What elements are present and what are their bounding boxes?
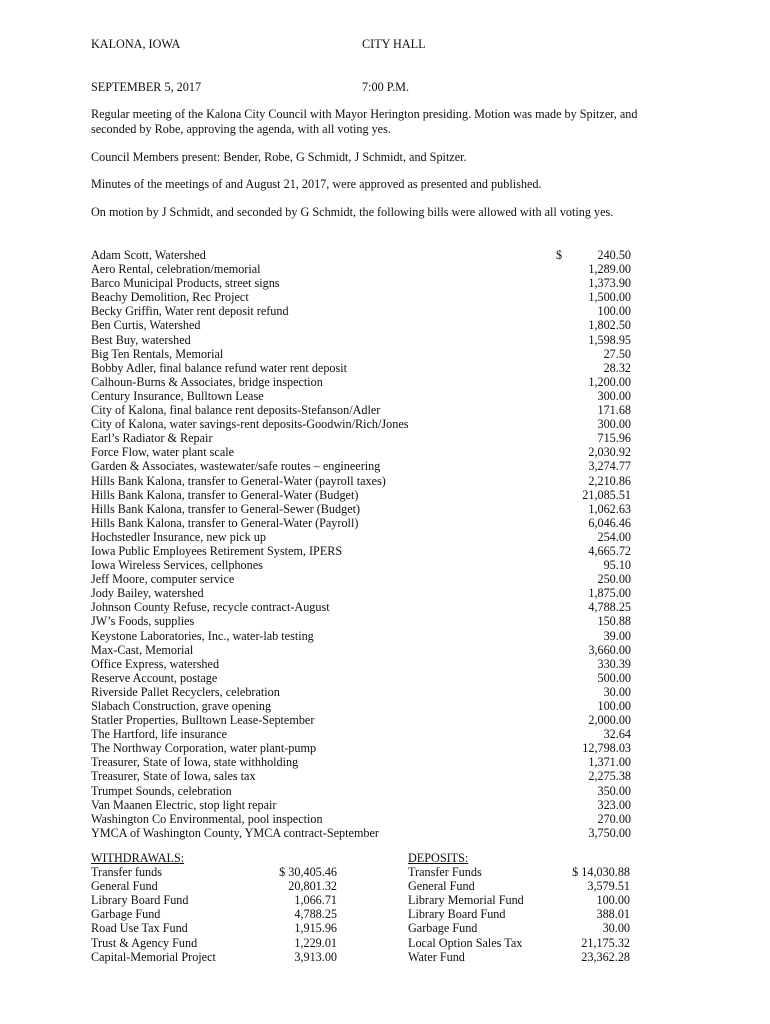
bill-row (91, 276, 636, 290)
bill-amount: 100.00 (597, 304, 631, 319)
deposits-row (408, 936, 630, 950)
bill-amount: 350.00 (597, 783, 631, 798)
bill-payee: The Hartford, life insurance (91, 727, 228, 742)
bill-row (91, 614, 636, 628)
deposits-row (408, 879, 630, 893)
bill-row (91, 474, 636, 488)
bill-row (91, 290, 636, 304)
withdrawals-fund: Library Board Fund (91, 893, 189, 908)
bill-payee: Iowa Wireless Services, cellphones (91, 558, 263, 573)
bill-amount: 300.00 (597, 417, 631, 432)
bill-amount: 1,598.95 (588, 332, 631, 347)
bill-row (91, 558, 636, 572)
bill-amount: 1,289.00 (588, 262, 631, 277)
deposits-fund: Garbage Fund (408, 921, 478, 936)
bill-amount: 330.39 (597, 656, 631, 671)
bill-amount: 100.00 (597, 699, 631, 713)
bill-amount: 39.00 (603, 628, 631, 643)
deposits-row (408, 921, 630, 935)
bill-row (91, 431, 636, 445)
bill-payee: Hills Bank Kalona, transfer to General-Water (Payroll) (91, 515, 359, 530)
bill-row (91, 586, 636, 600)
bill-amount: 254.00 (597, 529, 631, 544)
bill-amount: 240.50 (597, 248, 631, 262)
bill-amount: 6,046.46 (588, 515, 631, 530)
deposits-amount: $ 14,030.88 (572, 865, 630, 880)
bill-row (91, 600, 636, 614)
bill-payee: Van Maanen Electric, stop light repair (91, 797, 277, 812)
deposits-row (408, 907, 630, 921)
deposits-amount: 388.01 (596, 907, 630, 922)
withdrawals-row (91, 893, 337, 907)
withdrawals-row (91, 907, 337, 921)
bill-amount: 12,798.03 (582, 741, 631, 756)
bill-payee: Calhoun-Burns & Associates, bridge inspection (91, 374, 323, 389)
bill-row (91, 544, 636, 558)
deposits-amount: 21,175.32 (581, 935, 630, 950)
minutes-paragraph: Minutes of the meetings of and August 21, 2017, were approved as presented and published. (91, 177, 542, 191)
bill-row (91, 671, 636, 685)
bill-amount: 250.00 (597, 572, 631, 587)
withdrawals-amount: $ 30,405.46 (279, 865, 337, 880)
bill-amount: 150.88 (597, 614, 631, 629)
bill-amount: 30.00 (603, 684, 631, 699)
bill-payee: Max-Cast, Memorial (91, 642, 194, 657)
withdrawals-row (91, 865, 337, 879)
bill-payee: City of Kalona, water savings-rent deposits-Goodwin/Rich/Jones (91, 417, 409, 432)
agenda-paragraph: Regular meeting of the Kalona City Council with Mayor Herington presiding. Motion was made by Spitzer, and seconded by Robe, approving the agenda, with all voting yes. (91, 107, 638, 136)
bill-payee: Earl’s Radiator & Repair (91, 431, 213, 446)
bill-row (91, 629, 636, 643)
bill-row (91, 488, 636, 502)
withdrawals-amount: 20,801.32 (288, 879, 337, 894)
withdrawals-row (91, 879, 337, 893)
bill-row (91, 657, 636, 671)
bill-amount: 715.96 (597, 431, 631, 446)
bill-payee: Hochstedler Insurance, new pick up (91, 529, 266, 544)
bill-payee: Hills Bank Kalona, transfer to General-Water (Budget) (91, 487, 359, 502)
deposits-amount: 23,362.28 (581, 949, 630, 964)
bill-payee: Keystone Laboratories, Inc., water-lab testing (91, 628, 314, 643)
bill-payee: Reserve Account, postage (91, 670, 218, 685)
bill-payee: Becky Griffin, Water rent deposit refund (91, 304, 289, 319)
withdrawals-fund: General Fund (91, 879, 158, 894)
bill-payee: Trumpet Sounds, celebration (91, 783, 232, 798)
bill-payee: Jeff Moore, computer service (91, 572, 235, 587)
bill-row (91, 713, 636, 727)
bill-amount: 323.00 (597, 797, 631, 812)
bill-amount: 1,200.00 (588, 374, 631, 389)
bill-payee: Office Express, watershed (91, 656, 220, 671)
bill-amount: 2,030.92 (588, 445, 631, 460)
bill-payee: Treasurer, State of Iowa, sales tax (91, 769, 256, 784)
deposits-row (408, 893, 630, 907)
bill-payee: Ben Curtis, Watershed (91, 318, 201, 333)
bill-row (91, 798, 636, 812)
bill-payee: Hills Bank Kalona, transfer to General-Sewer (Budget) (91, 501, 361, 516)
bill-row (91, 643, 636, 657)
bill-payee: Johnson County Refuse, recycle contract-August (91, 600, 330, 615)
bill-amount: 21,085.51 (582, 487, 631, 502)
bill-payee: Barco Municipal Products, street signs (91, 276, 280, 291)
currency-symbol: $ (556, 248, 563, 262)
bill-row (91, 812, 636, 826)
bill-amount: 2,210.86 (588, 473, 631, 488)
header-line-2 (91, 80, 410, 95)
members-paragraph: Council Members present: Bender, Robe, G Schmidt, J Schmidt, and Spitzer. (91, 150, 467, 164)
withdrawals-fund: Road Use Tax Fund (91, 921, 188, 936)
deposits-amount: 3,579.51 (587, 879, 630, 894)
bill-row (91, 248, 636, 262)
bill-row (91, 502, 636, 516)
bill-row (91, 403, 636, 417)
bill-payee: Jody Bailey, watershed (91, 586, 204, 601)
deposits-row (408, 865, 630, 879)
bill-row (91, 304, 636, 318)
bill-row (91, 769, 636, 783)
meeting-date: SEPTEMBER 5, 2017 (91, 80, 202, 94)
bill-amount: 2,000.00 (588, 713, 631, 728)
bill-amount: 500.00 (597, 670, 631, 685)
bill-payee: City of Kalona, final balance rent deposits-Stefanson/Adler (91, 403, 381, 418)
meeting-time: 7:00 P.M. (362, 80, 410, 94)
bill-payee: YMCA of Washington County, YMCA contract-September (91, 825, 379, 840)
bill-amount: 27.50 (603, 346, 631, 361)
bill-amount: 3,660.00 (588, 642, 631, 657)
bill-payee: JW’s Foods, supplies (91, 614, 195, 629)
deposits-fund: Local Option Sales Tax (408, 935, 523, 950)
withdrawals-section (91, 851, 337, 964)
bill-payee: Aero Rental, celebration/memorial (91, 262, 261, 277)
bill-amount: 28.32 (603, 360, 631, 375)
bill-amount: 3,750.00 (588, 825, 631, 840)
bill-amount: 1,371.00 (588, 755, 631, 770)
bill-row (91, 516, 636, 530)
bill-payee: Best Buy, watershed (91, 332, 191, 347)
bill-row (91, 262, 636, 276)
withdrawals-amount: 3,913.00 (294, 949, 337, 964)
withdrawals-amount: 1,915.96 (294, 921, 337, 936)
deposits-amount: 100.00 (596, 893, 630, 908)
bill-payee: Adam Scott, Watershed (91, 248, 206, 262)
bill-row (91, 699, 636, 713)
bill-payee: Century Insurance, Bulltown Lease (91, 388, 264, 403)
deposits-fund: Library Memorial Fund (408, 893, 524, 908)
bill-row (91, 318, 636, 332)
withdrawals-row (91, 921, 337, 935)
bill-payee: Iowa Public Employees Retirement System, IPERS (91, 543, 343, 558)
bill-payee: Slabach Construction, grave opening (91, 699, 272, 713)
bill-payee: Statler Properties, Bulltown Lease-September (91, 713, 315, 728)
bill-amount: 171.68 (597, 403, 631, 418)
deposits-row (408, 950, 630, 964)
bill-amount: 32.64 (603, 727, 631, 742)
deposits-section (408, 851, 630, 964)
bill-payee: Big Ten Rentals, Memorial (91, 346, 224, 361)
bill-payee: Bobby Adler, final balance refund water rent deposit (91, 360, 348, 375)
bill-payee: Force Flow, water plant scale (91, 445, 235, 460)
bill-amount: 270.00 (597, 811, 631, 826)
bill-amount: 2,275.38 (588, 769, 631, 784)
bill-row (91, 375, 636, 389)
bill-payee: The Northway Corporation, water plant-pump (91, 741, 317, 756)
bill-row (91, 333, 636, 347)
meeting-place: CITY HALL (362, 37, 426, 51)
deposits-fund: General Fund (408, 879, 475, 894)
withdrawals-fund: Capital-Memorial Project (91, 949, 216, 964)
withdrawals-amount: 4,788.25 (294, 907, 337, 922)
bill-row (91, 445, 636, 459)
withdrawals-fund: Trust & Agency Fund (91, 935, 198, 950)
deposits-amount: 30.00 (602, 921, 630, 936)
bill-row (91, 727, 636, 741)
bill-payee: Garden & Associates, wastewater/safe routes – engineering (91, 459, 381, 474)
bill-amount: 4,788.25 (588, 600, 631, 615)
withdrawals-amount: 1,066.71 (294, 893, 337, 908)
withdrawals-amount: 1,229.01 (294, 935, 337, 950)
bill-amount: 1,500.00 (588, 290, 631, 305)
bill-row (91, 755, 636, 769)
bill-row (91, 530, 636, 544)
city-name: KALONA, IOWA (91, 37, 181, 51)
bill-row (91, 389, 636, 403)
bill-payee: Washington Co Environmental, pool inspection (91, 811, 323, 826)
withdrawals-row (91, 950, 337, 964)
bill-amount: 1,802.50 (588, 318, 631, 333)
bill-row (91, 361, 636, 375)
bill-amount: 3,274.77 (588, 459, 631, 474)
bill-amount: 4,665.72 (588, 543, 631, 558)
bill-row (91, 459, 636, 473)
bill-payee: Treasurer, State of Iowa, state withholding (91, 755, 299, 770)
bills-list (91, 248, 636, 840)
bill-row (91, 784, 636, 798)
bill-payee: Beachy Demolition, Rec Project (91, 290, 249, 305)
bills-motion-paragraph: On motion by J Schmidt, and seconded by G Schmidt, the following bills were allowed with all voting yes. (91, 205, 614, 219)
bill-row (91, 685, 636, 699)
bill-row (91, 741, 636, 755)
deposits-title: DEPOSITS: (408, 851, 469, 865)
bill-amount: 1,373.90 (588, 276, 631, 291)
bill-payee: Riverside Pallet Recyclers, celebration (91, 684, 280, 699)
bill-row (91, 347, 636, 361)
bill-amount: 1,062.63 (588, 501, 631, 516)
header-line-1 (91, 37, 426, 52)
withdrawals-fund: Garbage Fund (91, 907, 161, 922)
withdrawals-title: WITHDRAWALS: (91, 851, 185, 865)
bill-amount: 1,875.00 (588, 586, 631, 601)
bill-amount: 300.00 (597, 388, 631, 403)
bill-payee: Hills Bank Kalona, transfer to General-Water (payroll taxes) (91, 473, 386, 488)
withdrawals-row (91, 936, 337, 950)
deposits-fund: Library Board Fund (408, 907, 506, 922)
bill-amount: 95.10 (603, 558, 631, 573)
deposits-fund: Transfer Funds (408, 865, 482, 880)
bill-row (91, 572, 636, 586)
bill-row (91, 826, 636, 840)
bill-row (91, 417, 636, 431)
withdrawals-fund: Transfer funds (91, 865, 162, 880)
deposits-fund: Water Fund (408, 949, 465, 964)
